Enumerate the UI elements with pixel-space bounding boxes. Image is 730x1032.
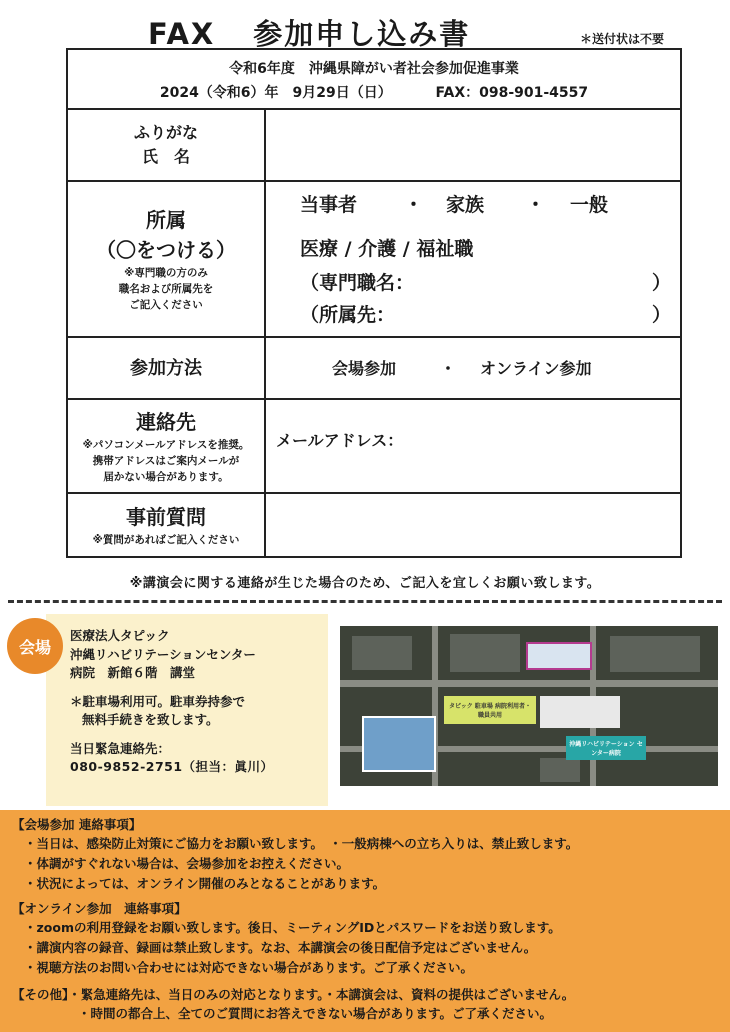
- job-title-label: （専門職名：: [300, 272, 415, 294]
- option-separator-1: ・: [404, 194, 424, 216]
- name-field[interactable]: [268, 110, 680, 180]
- venue-info: [70, 627, 330, 777]
- map-road: [340, 680, 718, 687]
- venue-center: 沖縄リハビリテーションセンター: [70, 646, 256, 662]
- emergency-tel: 080-9852-2751（担当：眞川）: [70, 759, 274, 774]
- title-fax: FAX: [148, 17, 216, 51]
- map-hospital-block: [540, 696, 620, 728]
- name-label-cell: [68, 110, 266, 180]
- method-label-cell: [68, 338, 266, 398]
- method-separator: ・: [440, 359, 457, 378]
- affiliation-row: [68, 182, 680, 338]
- contact-label: 連絡先: [136, 409, 196, 434]
- other-notice-line-1: 【その他】・緊急連絡先は、当日のみの対応となります。・本講演会は、資料の提供はございません。: [12, 987, 575, 1002]
- venue-badge: 会場: [7, 618, 63, 674]
- name-row: [68, 110, 680, 182]
- email-field[interactable]: [268, 400, 680, 492]
- notice-area: [0, 810, 730, 1032]
- fax-number: FAX：098-901-4557: [435, 85, 589, 101]
- map-photo-building: [526, 642, 592, 670]
- option-online[interactable]: オンライン参加: [480, 359, 592, 378]
- form-header: [68, 50, 680, 110]
- question-label-cell: [68, 494, 266, 556]
- event-date: 2024（令和6）年 9月29日（日）: [159, 85, 392, 101]
- option-professional[interactable]: 医療 / 介護 / 福祉職: [300, 238, 474, 260]
- map-building: [450, 634, 520, 672]
- option-venue[interactable]: 会場参加: [332, 359, 397, 378]
- question-row: [68, 494, 680, 556]
- affiliation-note-1: ※専門職の方のみ: [124, 266, 208, 279]
- contact-note-2: 携帯アドレスはご案内メールが: [92, 454, 240, 467]
- venue-notice-heading: 【会場参加 連絡事項】: [12, 817, 142, 832]
- emergency-label: 当日緊急連絡先：: [70, 740, 171, 756]
- job-title-close: ）: [652, 272, 672, 294]
- organization-close: ）: [652, 304, 672, 326]
- affiliation-label: 所属: [146, 207, 186, 232]
- map-building: [352, 636, 412, 670]
- venue-room: 病院 新館６階 講堂: [70, 665, 196, 680]
- parking-note-1: ＊駐車場利用可。駐車券持参で: [70, 693, 246, 709]
- application-form: [66, 48, 682, 558]
- map-street-photo: [362, 716, 436, 772]
- option-family[interactable]: 家族: [446, 194, 485, 216]
- cover-sheet-note: ＊送付状は不要: [580, 32, 665, 46]
- organization-label: （所属先：: [300, 304, 396, 326]
- other-notice: [12, 986, 724, 1024]
- furigana-label: ふりがな: [133, 123, 198, 142]
- affiliation-field[interactable]: [268, 182, 680, 336]
- contact-note-1: ※パソコンメールアドレスを推奨。: [82, 438, 250, 451]
- affiliation-instruction: （〇をつける）: [96, 237, 236, 262]
- event-date-fax: [68, 82, 680, 102]
- venue-notice-item: ・体調がすぐれない場合は、会場参加をお控えください。: [24, 856, 350, 872]
- method-label: 参加方法: [130, 357, 202, 379]
- title-application: 参加申し込み書: [253, 17, 471, 51]
- option-self[interactable]: 当事者: [300, 194, 358, 216]
- venue-org: 医療法人タピック: [70, 628, 170, 643]
- venue-map: [340, 626, 718, 786]
- map-building: [610, 636, 700, 672]
- map-building: [540, 758, 580, 782]
- method-field: [268, 338, 680, 398]
- other-notice-line-2: ・時間の都合上、全てのご質問にお答えできない場合があります。ご了承ください。: [78, 1006, 553, 1022]
- option-separator-2: ・: [526, 194, 546, 216]
- question-field[interactable]: [268, 494, 680, 556]
- map-hospital-label: 沖縄リハビリテーション センター病院: [566, 736, 646, 760]
- option-general[interactable]: 一般: [570, 194, 609, 216]
- online-notice: [12, 900, 724, 978]
- venue-notice-item: ・当日は、感染防止対策にご協力をお願い致します。 ・一般病棟への立ち入りは、禁止致します。: [24, 836, 579, 852]
- contact-note-3: 届かない場合があります。: [103, 471, 229, 484]
- online-notice-item: ・視聴方法のお問い合わせには対応できない場合があります。ご了承ください。: [24, 960, 474, 976]
- parking-note-2: 無料手続きを致します。: [82, 712, 219, 727]
- page-title: [148, 12, 470, 53]
- page-header: [0, 8, 730, 51]
- venue-notice: [12, 816, 724, 894]
- contact-footnote: ※講演会に関する連絡が生じた場合のため、ご記入を宜しくお願い致します。: [129, 576, 601, 591]
- cut-line: [8, 600, 722, 603]
- affiliation-note-2: 職名および所属先を: [118, 282, 214, 295]
- online-notice-heading: 【オンライン参加 連絡事項】: [12, 901, 187, 916]
- question-note: ※質問があればご記入ください: [92, 533, 240, 546]
- question-label: 事前質問: [126, 504, 206, 529]
- venue-notice-item: ・状況によっては、オンライン開催のみとなることがあります。: [24, 876, 386, 892]
- email-label: メールアドレス：: [276, 431, 404, 450]
- name-label: 氏 名: [141, 147, 190, 166]
- event-name: 令和6年度 沖縄県障がい者社会参加促進事業: [229, 61, 519, 77]
- map-parking-label: タピック 駐車場 病院利用者・職員共用: [444, 696, 536, 724]
- online-notice-item: ・講演内容の録音、録画は禁止致します。なお、本講演会の後日配信予定はございません。: [24, 940, 537, 956]
- online-notice-item: ・zoomの利用登録をお願い致します。後日、ミーティングIDとパスワードをお送り致します。: [24, 920, 561, 936]
- affiliation-label-cell: [68, 182, 266, 336]
- contact-label-cell: [68, 400, 266, 492]
- method-row: [68, 338, 680, 400]
- contact-row: [68, 400, 680, 494]
- affiliation-note-3: ご記入ください: [129, 299, 203, 312]
